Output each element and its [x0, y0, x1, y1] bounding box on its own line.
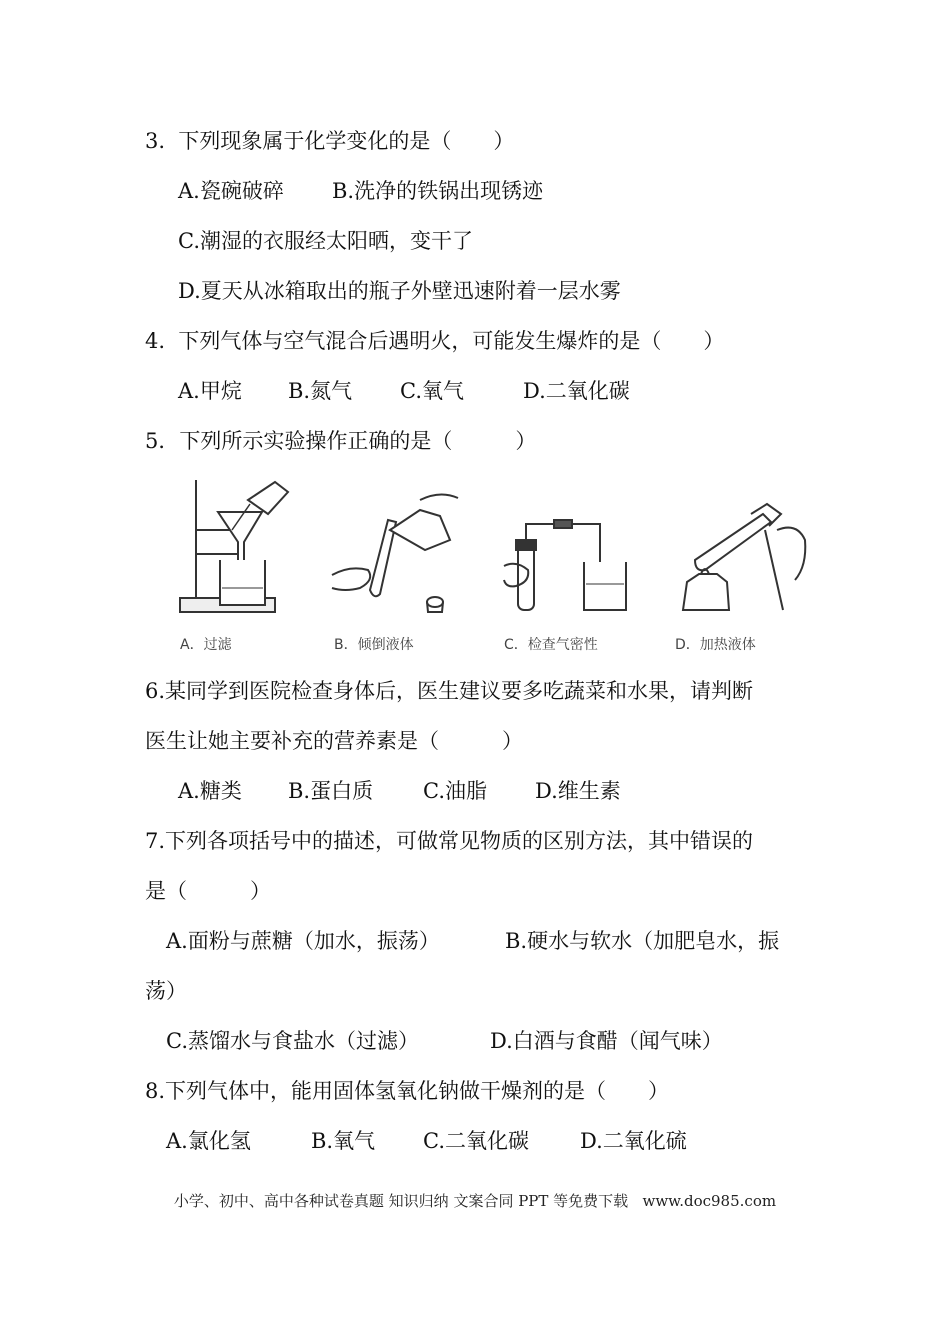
q7-stem-line-1: 7.下列各项括号中的描述，可做常见物质的区别方法，其中错误的: [145, 829, 754, 853]
q6-option-a: A.糖类: [178, 779, 242, 803]
q8-stem: 8.下列气体中，能用固体氢氧化钠做干燥剂的是（ ）: [145, 1079, 670, 1103]
q3-option-b: B.洗净的铁锅出现锈迹: [332, 179, 544, 203]
q6-option-b: B.蛋白质: [288, 779, 374, 803]
q4-option-a: A.甲烷: [178, 379, 242, 403]
page-footer: 小学、初中、高中各种试卷真题 知识归纳 文案合同 PPT 等免费下载 www.doc985.com: [173, 1192, 777, 1210]
q7-option-a: A.面粉与蔗糖（加水，振荡）: [166, 929, 440, 953]
lab-operations-figure: [170, 470, 820, 660]
caption-airtightness-check: C．检查气密性: [504, 637, 598, 653]
filtration-illustration: [170, 470, 330, 660]
pouring-liquid-illustration: [330, 470, 490, 660]
q4-option-b: B.氮气: [288, 379, 353, 403]
q3-stem: 3. 下列现象属于化学变化的是（ ）: [145, 129, 515, 153]
q4-stem: 4. 下列气体与空气混合后遇明火，可能发生爆炸的是（ ）: [145, 329, 725, 353]
caption-heating-liquid: D．加热液体: [675, 637, 756, 653]
q6-option-d: D.维生素: [535, 779, 621, 803]
heating-liquid-illustration: [665, 470, 825, 660]
airtightness-check-illustration: [500, 470, 660, 660]
q4-option-c: C.氧气: [400, 379, 464, 403]
q7-option-c: C.蒸馏水与食盐水（过滤）: [166, 1029, 419, 1053]
q6-stem-line-1: 6.某同学到医院检查身体后，医生建议要多吃蔬菜和水果，请判断: [145, 679, 754, 703]
caption-pouring-liquid: B．倾倒液体: [334, 637, 414, 653]
q7-option-b-continued: 荡）: [145, 979, 187, 1003]
q6-stem-line-2: 医生让她主要补充的营养素是（ ）: [145, 729, 523, 753]
q8-option-b: B.氧气: [311, 1129, 376, 1153]
q7-option-d: D.白酒与食醋（闻气味）: [490, 1029, 723, 1053]
q3-option-a: A.瓷碗破碎: [178, 179, 284, 203]
q8-option-c: C.二氧化碳: [423, 1129, 529, 1153]
q8-option-d: D.二氧化硫: [580, 1129, 687, 1153]
q3-option-d: D.夏天从冰箱取出的瓶子外壁迅速附着一层水雾: [178, 279, 621, 303]
q3-option-c: C.潮湿的衣服经太阳晒，变干了: [178, 229, 473, 253]
q4-option-d: D.二氧化碳: [523, 379, 630, 403]
caption-filtration: A．过滤: [180, 637, 232, 653]
q8-option-a: A.氯化氢: [166, 1129, 251, 1153]
q6-option-c: C.油脂: [423, 779, 487, 803]
q7-stem-line-2: 是（ ）: [145, 879, 271, 903]
q7-option-b: B.硬水与软水（加肥皂水，振: [505, 929, 780, 953]
q5-stem: 5．下列所示实验操作正确的是（ ）: [145, 429, 537, 453]
